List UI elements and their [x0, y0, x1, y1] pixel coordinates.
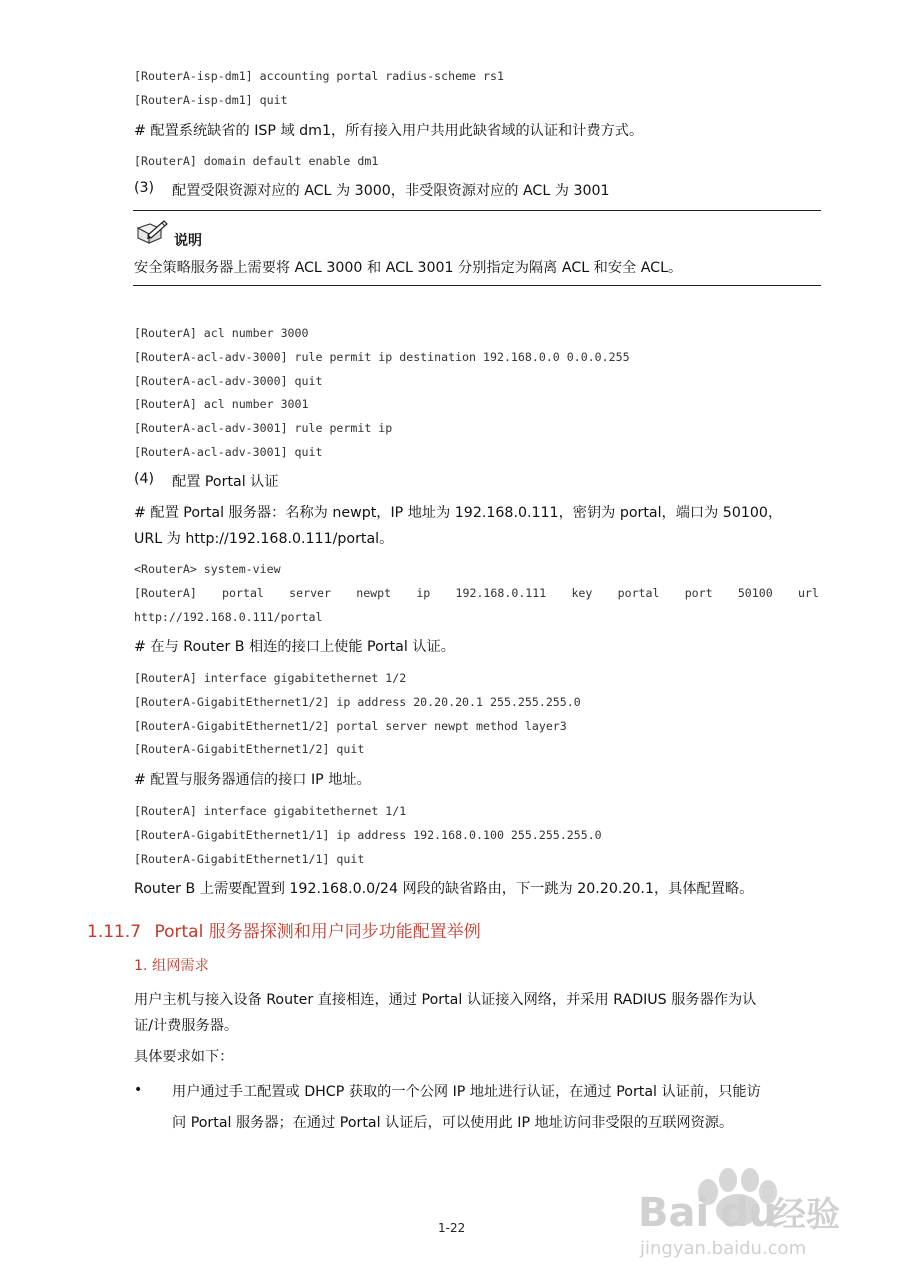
paragraph-enable-portal: # 在与 Router B 相连的接口上使能 Portal 认证。 [134, 639, 455, 655]
code-token: port [684, 586, 713, 600]
code-token: ip [416, 586, 431, 600]
watermark-brand-cn: 经验 [772, 1195, 840, 1235]
paragraph-portal-server-cont: URL 为 http://192.168.0.111/portal。 [134, 531, 394, 547]
paragraph-portal-server: # 配置 Portal 服务器：名称为 newpt，IP 地址为 192.168.0.111，密钥为 portal，端口为 50100， [134, 505, 783, 521]
code-line-justified [134, 586, 819, 600]
code-line: [RouterA] domain default enable dm1 [134, 154, 379, 168]
note-top-rule [133, 210, 821, 211]
code-line: [RouterA] interface gigabitethernet 1/2 [134, 671, 407, 685]
code-line: [RouterA-acl-adv-3000] rule permit ip destination 192.168.0.0 0.0.0.255 [134, 350, 630, 364]
code-token: 50100 [737, 586, 773, 600]
code-line: [RouterA-acl-adv-3000] quit [134, 374, 323, 388]
paragraph-server-iface: # 配置与服务器通信的接口 IP 地址。 [134, 772, 371, 788]
watermark-brand-left: Bai [638, 1190, 710, 1236]
paragraph-routerb: Router B 上需要配置到 192.168.0.0/24 网段的缺省路由，下一跳为 20.20.20.1，具体配置略。 [134, 881, 754, 897]
code-token: portal [222, 586, 264, 600]
code-token: url [797, 586, 819, 600]
pencil-note-icon [135, 219, 169, 245]
step-text: 配置 Portal 认证 [172, 474, 279, 490]
baidu-jingyan-watermark [638, 1150, 868, 1260]
paragraph-requirements: 用户主机与接入设备 Router 直接相连，通过 Portal 认证接入网络，并采用 RADIUS 服务器作为认 [134, 992, 757, 1008]
code-line: [RouterA-isp-dm1] accounting portal radius-scheme rs1 [134, 69, 504, 83]
code-line: [RouterA-isp-dm1] quit [134, 93, 288, 107]
code-line: [RouterA] acl number 3000 [134, 326, 309, 340]
watermark-url: jingyan.baidu.com [640, 1238, 807, 1259]
code-token: server [289, 586, 332, 600]
section-number: 1.11.7 [87, 922, 142, 942]
code-token: newpt [356, 586, 392, 600]
paragraph-details: 具体要求如下： [134, 1049, 234, 1065]
code-line: [RouterA-GigabitEthernet1/2] ip address 20.20.20.1 255.255.255.0 [134, 695, 581, 709]
step-number: (4) [134, 471, 155, 487]
code-line: [RouterA-GigabitEthernet1/1] ip address 192.168.0.100 255.255.255.0 [134, 828, 602, 842]
note-bottom-rule [133, 285, 821, 286]
code-token: portal [617, 586, 660, 600]
code-line: [RouterA-GigabitEthernet1/2] quit [134, 742, 365, 756]
code-line: [RouterA] acl number 3001 [134, 397, 309, 411]
watermark-brand-right: du [720, 1190, 778, 1236]
bullet-mark: • [134, 1082, 143, 1098]
code-line: [RouterA] interface gigabitethernet 1/1 [134, 804, 407, 818]
note-text: 安全策略服务器上需要将 ACL 3000 和 ACL 3001 分别指定为隔离 ACL 和安全 ACL。 [134, 260, 683, 276]
code-line: [RouterA-acl-adv-3001] quit [134, 445, 323, 459]
bullet-text-cont: 问 Portal 服务器；在通过 Portal 认证后，可以使用此 IP 地址访问非受限的互联网资源。 [172, 1115, 734, 1131]
section-heading [87, 917, 481, 942]
code-line: [RouterA-GigabitEthernet1/1] quit [134, 852, 365, 866]
code-token: key [571, 586, 593, 600]
subsection-heading: 1. 组网需求 [134, 958, 209, 974]
code-line: [RouterA-acl-adv-3001] rule permit ip [134, 421, 393, 435]
code-line: <RouterA> system-view [134, 562, 281, 576]
code-line: http://192.168.0.111/portal [134, 610, 323, 624]
code-token: 192.168.0.111 [455, 586, 547, 600]
code-token: [RouterA] [134, 586, 197, 600]
paragraph-default-domain: # 配置系统缺省的 ISP 域 dm1，所有接入用户共用此缺省域的认证和计费方式。 [134, 123, 644, 139]
section-title: Portal 服务器探测和用户同步功能配置举例 [154, 922, 481, 942]
step-text: 配置受限资源对应的 ACL 为 3000，非受限资源对应的 ACL 为 3001 [172, 183, 610, 199]
note-title: 说明 [174, 233, 202, 249]
step-number: (3) [134, 180, 155, 196]
bullet-text: 用户通过手工配置或 DHCP 获取的一个公网 IP 地址进行认证，在通过 Portal 认证前，只能访 [172, 1084, 761, 1100]
paragraph-requirements-cont: 证/计费服务器。 [134, 1018, 239, 1034]
code-line: [RouterA-GigabitEthernet1/2] portal server newpt method layer3 [134, 719, 567, 733]
page-number: 1-22 [438, 1221, 466, 1235]
